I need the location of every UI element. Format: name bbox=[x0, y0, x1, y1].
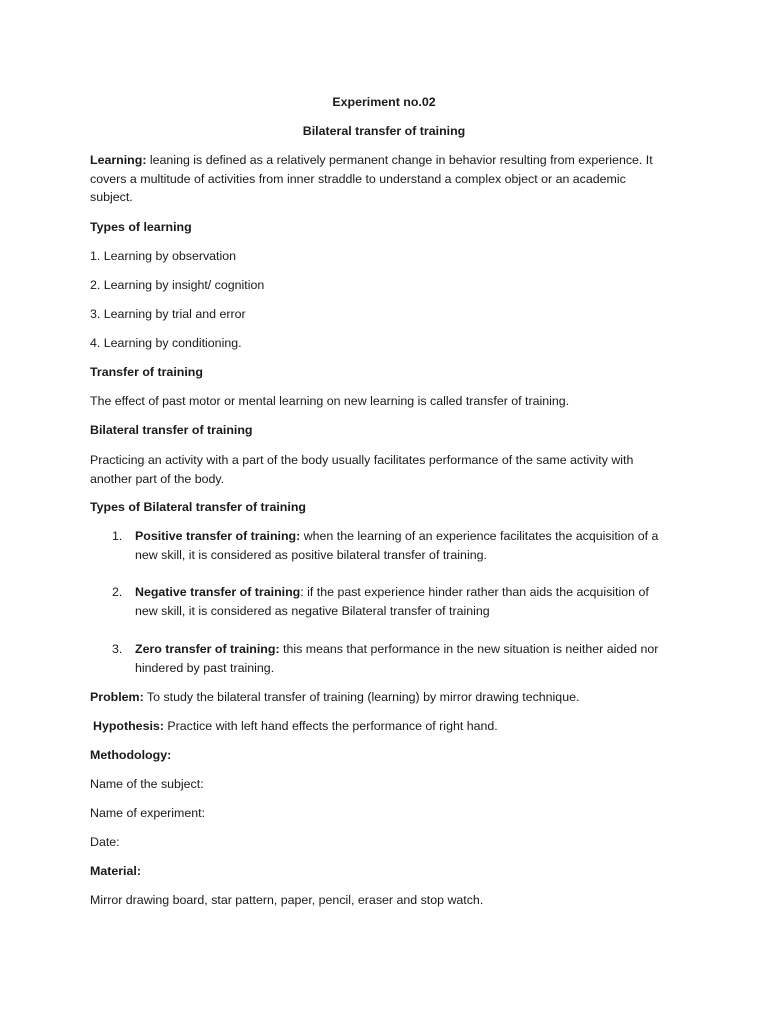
list-number: 1. bbox=[112, 529, 123, 543]
list-item-label: Zero transfer of training: bbox=[135, 642, 280, 656]
learning-text-line-3: subject. bbox=[90, 190, 133, 204]
material-heading: Material: bbox=[90, 864, 141, 878]
hypothesis-statement bbox=[93, 717, 676, 736]
document-title: Experiment no.02 bbox=[332, 95, 436, 109]
learning-text-line-2: covers a multitude of activities from inner straddle to understand a complex object or an academic bbox=[90, 171, 626, 186]
bilateral-transfer-heading: Bilateral transfer of training bbox=[90, 423, 253, 437]
list-number: 2. bbox=[112, 585, 123, 599]
learning-type-item: 2. Learning by insight/ cognition bbox=[90, 278, 265, 292]
material-text: Mirror drawing board, star pattern, paper, pencil, eraser and stop watch. bbox=[90, 893, 484, 907]
learning-paragraph bbox=[90, 151, 680, 207]
bilateral-types-heading: Types of Bilateral transfer of training bbox=[90, 500, 306, 514]
list-item-text: hindered by past training. bbox=[135, 660, 275, 675]
document-subtitle: Bilateral transfer of training bbox=[302, 124, 466, 138]
problem-statement bbox=[90, 688, 676, 707]
date-field: Date: bbox=[90, 835, 120, 849]
list-item-text: when the learning of an experience facilitates the acquisition of a bbox=[300, 529, 659, 543]
types-of-learning-heading: Types of learning bbox=[90, 220, 192, 234]
methodology-heading: Methodology: bbox=[90, 748, 172, 762]
transfer-of-training-text: The effect of past motor or mental learning on new learning is called transfer of training. bbox=[90, 394, 570, 408]
learning-type-item: 4. Learning by conditioning. bbox=[90, 336, 242, 350]
list-item-label: Positive transfer of training: bbox=[135, 529, 301, 543]
bilateral-transfer-paragraph bbox=[90, 451, 680, 488]
bilateral-text-line-2: another part of the body. bbox=[90, 471, 225, 486]
list-item-text: new skill, it is considered as negative Bilateral transfer of training bbox=[135, 603, 490, 618]
learning-type-item: 1. Learning by observation bbox=[90, 249, 237, 263]
learning-text-line-1: leaning is defined as a relatively permanent change in behavior resulting from experience. It bbox=[146, 153, 653, 167]
list-item-text: new skill, it is considered as positive bilateral transfer of training. bbox=[135, 547, 487, 562]
list-number: 3. bbox=[112, 642, 123, 656]
hypothesis-label: Hypothesis: bbox=[93, 719, 164, 733]
learning-label: Learning: bbox=[90, 153, 147, 167]
transfer-of-training-heading: Transfer of training bbox=[90, 365, 203, 379]
list-item-label: Negative transfer of training bbox=[135, 585, 301, 599]
learning-type-item: 3. Learning by trial and error bbox=[90, 307, 246, 321]
problem-label: Problem: bbox=[90, 690, 144, 704]
experiment-name-field: Name of experiment: bbox=[90, 806, 206, 820]
hypothesis-text: Practice with left hand effects the performance of right hand. bbox=[163, 719, 498, 733]
subject-name-field: Name of the subject: bbox=[90, 777, 204, 791]
bilateral-text-line-1: Practicing an activity with a part of the body usually facilitates performance of the same activity with bbox=[90, 453, 634, 467]
problem-text: To study the bilateral transfer of training (learning) by mirror drawing technique. bbox=[143, 690, 580, 704]
list-item-text: : if the past experience hinder rather than aids the acquisition of bbox=[300, 585, 649, 599]
list-item-text: this means that performance in the new situation is neither aided nor bbox=[279, 642, 659, 656]
